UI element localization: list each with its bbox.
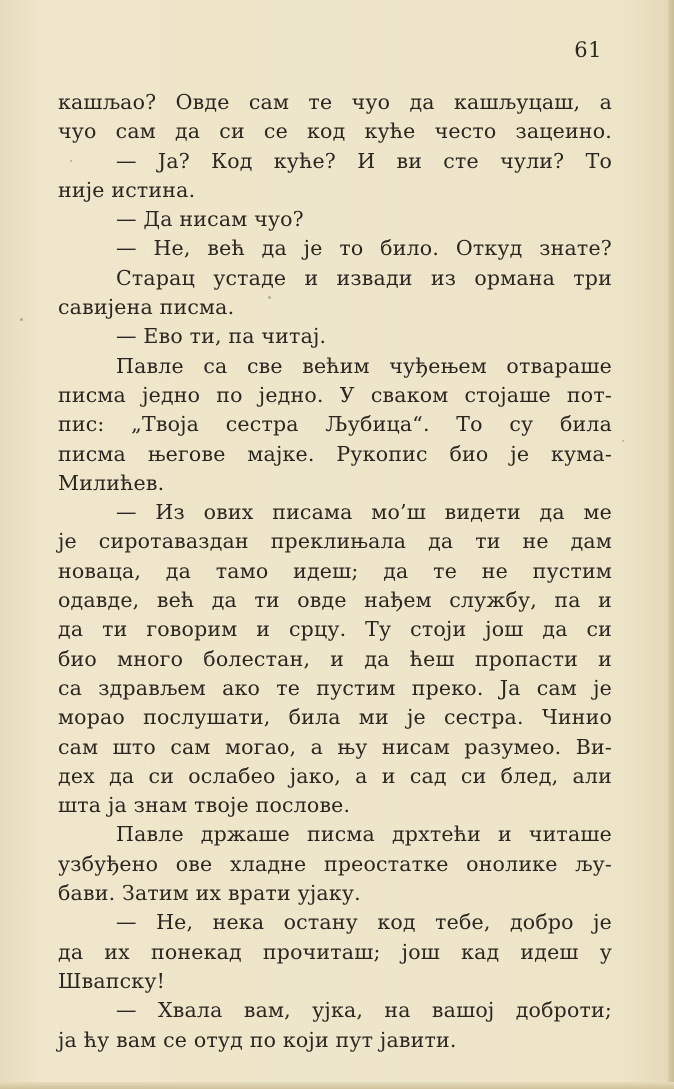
page-bottom-edge bbox=[0, 1082, 674, 1089]
text-line: није истина. bbox=[58, 177, 196, 202]
text-line: писма његове мајке. Рукопис био је кума- bbox=[58, 441, 612, 466]
text-line: сам што сам могао, а њу нисам разумео. Ви- bbox=[58, 734, 612, 759]
text-line: Старац устаде и извади из ормана три bbox=[116, 265, 612, 290]
text-line: — Не, већ да је то било. Откуд знате? bbox=[116, 236, 612, 261]
text-line: новаца, да тамо идеш; да те не пустим bbox=[58, 558, 612, 583]
text-line: — Ја? Код куће? И ви сте чули? То bbox=[116, 148, 612, 173]
paper-speck bbox=[622, 440, 624, 442]
text-line: Милићев. bbox=[58, 470, 165, 495]
text-line: — Не, нека остану код тебе, добро је bbox=[116, 910, 612, 935]
text-line: са здрављем ако те пустим преко. Ја сам је bbox=[58, 675, 612, 700]
body-text bbox=[58, 88, 612, 1055]
text-line: да ти говорим и срцу. Ту стоји још да си bbox=[58, 617, 612, 642]
text-line: чуо сам да си се код куће често зацеино. bbox=[58, 119, 612, 144]
text-line: писма једно по једно. У сваком стојаше пот- bbox=[58, 382, 612, 407]
text-line: шта ја знам твоје послове. bbox=[58, 793, 351, 818]
text-line: је сиротаваздан преклињала да ти не дам bbox=[58, 529, 612, 554]
text-line: — Из ових писама мо’ш видети да ме bbox=[116, 500, 612, 525]
text-line: — Ево ти, па читај. bbox=[116, 324, 327, 349]
page-right-edge bbox=[668, 0, 674, 1089]
text-line: — Да нисам чуо? bbox=[116, 207, 304, 232]
text-line: узбуђено ове хладне преостатке онолике љу- bbox=[58, 851, 612, 876]
paper-speck bbox=[20, 318, 23, 321]
text-line: био много болестан, и да ћеш пропасти и bbox=[58, 646, 612, 671]
page-number: 61 bbox=[574, 38, 602, 62]
text-line: морао послушати, била ми је сестра. Чинио bbox=[58, 705, 612, 730]
text-line: одавде, већ да ти овде нађем службу, па и bbox=[58, 588, 612, 613]
text-line: кашљао? Овде сам те чуо да кашљуцаш, а bbox=[58, 90, 612, 114]
text-line: ја ћу вам се отуд по који пут јавити. bbox=[58, 1027, 457, 1052]
text-line: Павле са све већим чуђењем отвараше bbox=[116, 353, 612, 378]
text-line: бави. Затим их врати ујаку. bbox=[58, 881, 361, 906]
text-line: да их понекад прочиташ; још кад идеш у bbox=[58, 939, 612, 964]
text-line: пис: „Твоја сестра Љубица“. То су била bbox=[58, 412, 612, 437]
text-line: Павле држаше писма дрхтећи и читаше bbox=[116, 822, 612, 847]
text-line: дех да си ослабео јако, а и сад си блед, али bbox=[58, 763, 612, 788]
text-line: Швапску! bbox=[58, 968, 166, 993]
text-line: — Хвала вам, ујка, на вашој доброти; bbox=[116, 998, 612, 1023]
text-line: савијена писма. bbox=[58, 295, 235, 320]
